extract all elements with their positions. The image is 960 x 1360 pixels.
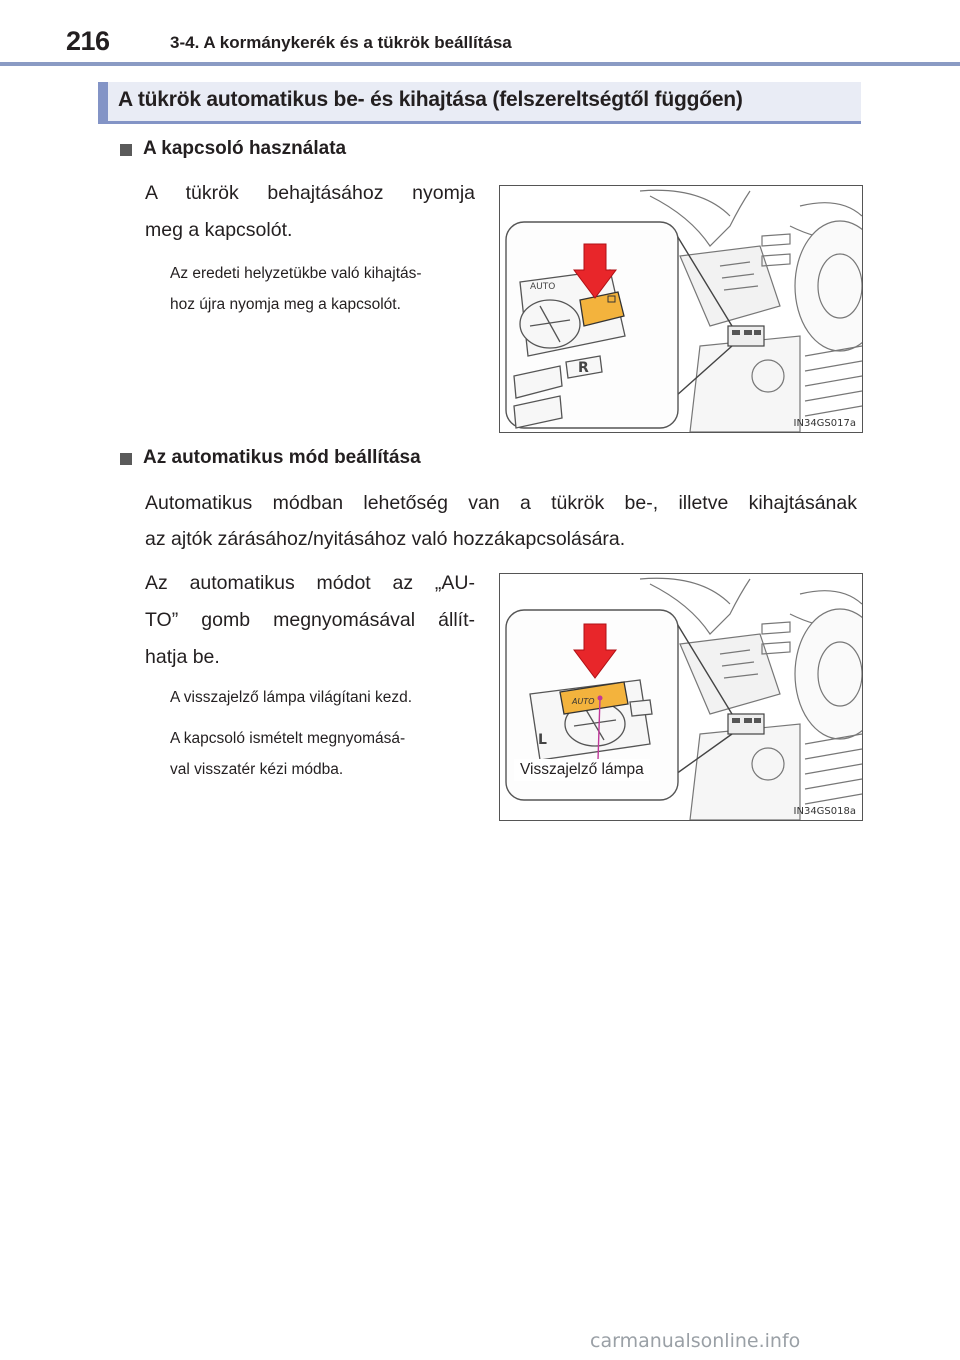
auto-button-illustration-icon	[500, 574, 862, 820]
subheading-auto-mode: Az automatikus mód beállítása	[143, 447, 421, 468]
figure-id-label: IN34GS017a	[793, 418, 856, 429]
body-line: TO” gomb megnyomásával állít-	[145, 609, 475, 631]
chapter-title: 3-4. A kormánykerék és a tükrök beállítása	[170, 33, 512, 52]
body-line: A tükrök behajtásához nyomja	[145, 182, 475, 204]
body-line: meg a kapcsolót.	[145, 219, 293, 241]
figure-auto-button	[499, 573, 863, 821]
note-line: A visszajelző lámpa világítani kezd.	[170, 689, 413, 706]
note-line: A kapcsoló ismételt megnyomásá-	[170, 730, 406, 747]
figure-mirror-switch	[499, 185, 863, 433]
section-title: A tükrök automatikus be- és kihajtása (felszereltségtől függően)	[118, 88, 743, 111]
bullet-square-icon	[120, 144, 132, 156]
switch-label: AUTO	[572, 697, 595, 706]
subheading-switch-usage: A kapcsoló használata	[143, 138, 347, 159]
bullet-square-icon	[120, 453, 132, 465]
switch-label: AUTO	[530, 282, 556, 292]
callout-indicator-lamp: Visszajelző lámpa	[514, 759, 650, 781]
body-line: az ajtók zárásához/nyitásához való hozzákapcsolására.	[145, 528, 626, 550]
mirror-fold-switch-illustration-icon	[500, 186, 862, 432]
header-divider	[0, 62, 960, 66]
note-line: Az eredeti helyzetükbe való kihajtás-	[170, 265, 422, 282]
watermark-text: carmanualsonline.info	[590, 1330, 801, 1352]
figure-id-label: IN34GS018a	[793, 806, 856, 817]
note-line: hoz újra nyomja meg a kapcsolót.	[170, 296, 401, 313]
switch-label: R	[578, 360, 589, 376]
body-line: Az automatikus módot az „AU-	[145, 572, 475, 594]
body-line: Automatikus módban lehetőség van a tükrök be-, illetve kihajtásának	[145, 492, 857, 514]
switch-label: L	[538, 732, 547, 748]
note-line: val visszatér kézi módba.	[170, 761, 344, 778]
body-line: hatja be.	[145, 646, 220, 668]
page-number: 216	[66, 26, 110, 56]
